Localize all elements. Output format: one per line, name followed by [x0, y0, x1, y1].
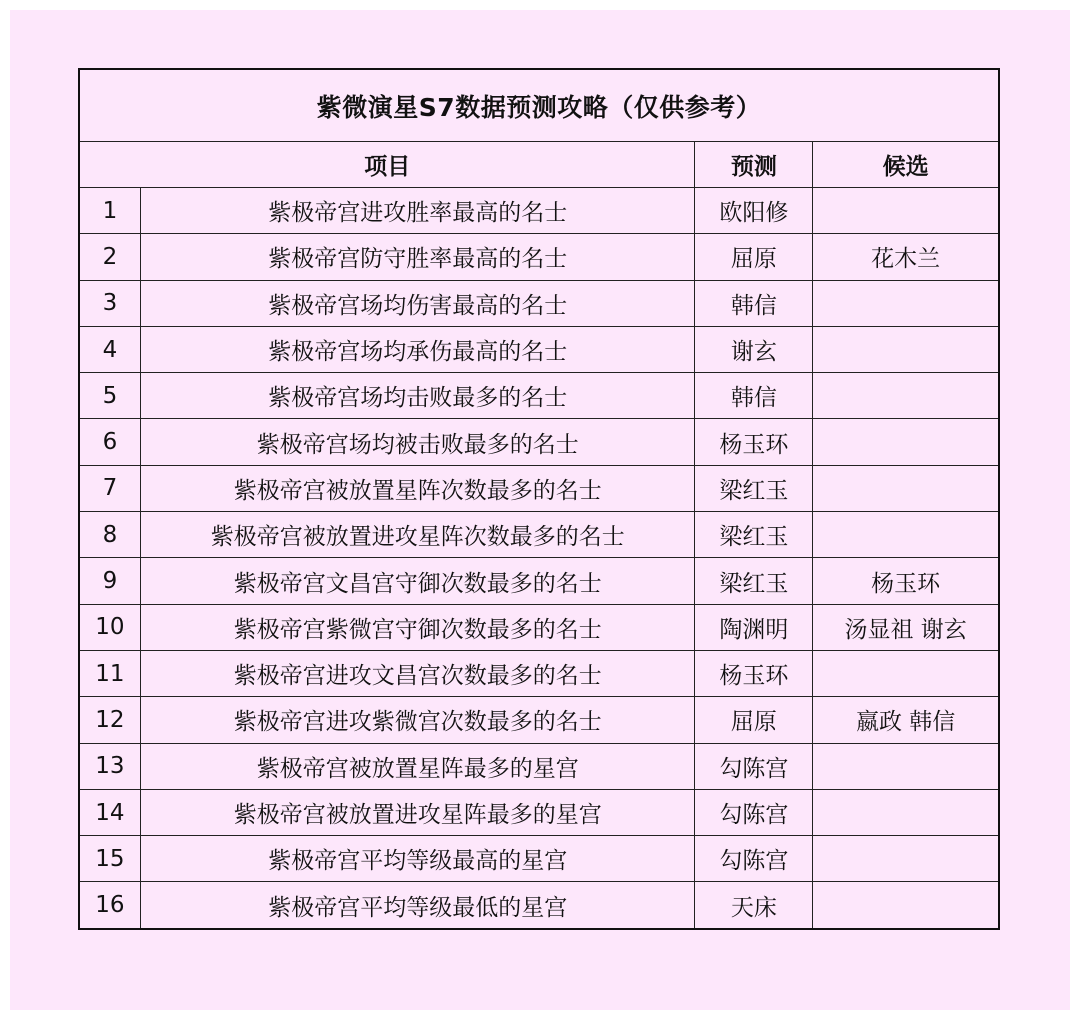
- row-item: 紫极帝宫进攻胜率最高的名士: [140, 188, 695, 234]
- row-candidate: [813, 512, 999, 558]
- table-row: [79, 882, 999, 929]
- row-item: 紫极帝宫被放置进攻星阵次数最多的名士: [140, 512, 695, 558]
- table-row: [79, 604, 999, 650]
- row-prediction: 谢玄: [695, 326, 813, 372]
- row-number: 12: [79, 697, 140, 743]
- row-candidate: 汤显祖 谢玄: [813, 604, 999, 650]
- row-number: 13: [79, 743, 140, 789]
- header-prediction: 预测: [695, 142, 813, 188]
- table-row: [79, 836, 999, 882]
- row-item: 紫极帝宫平均等级最低的星宫: [140, 882, 695, 929]
- row-item: 紫极帝宫紫微宫守御次数最多的名士: [140, 604, 695, 650]
- row-number: 7: [79, 465, 140, 511]
- row-candidate: [813, 188, 999, 234]
- row-number: 6: [79, 419, 140, 465]
- row-prediction: 屈原: [695, 697, 813, 743]
- header-candidate: 候选: [813, 142, 999, 188]
- row-candidate: [813, 326, 999, 372]
- row-item: 紫极帝宫场均伤害最高的名士: [140, 280, 695, 326]
- row-candidate: [813, 882, 999, 929]
- table-row: [79, 743, 999, 789]
- row-prediction: 勾陈宫: [695, 836, 813, 882]
- table-row: [79, 558, 999, 604]
- row-candidate: [813, 789, 999, 835]
- row-item: 紫极帝宫场均被击败最多的名士: [140, 419, 695, 465]
- row-prediction: 梁红玉: [695, 558, 813, 604]
- row-item: 紫极帝宫平均等级最高的星宫: [140, 836, 695, 882]
- row-prediction: 梁红玉: [695, 512, 813, 558]
- row-prediction: 韩信: [695, 280, 813, 326]
- row-number: 8: [79, 512, 140, 558]
- prediction-table-container: [78, 68, 1000, 930]
- row-number: 11: [79, 650, 140, 696]
- table-row: [79, 512, 999, 558]
- row-prediction: 杨玉环: [695, 650, 813, 696]
- row-item: 紫极帝宫场均承伤最高的名士: [140, 326, 695, 372]
- row-number: 10: [79, 604, 140, 650]
- table-row: [79, 465, 999, 511]
- table-row: [79, 188, 999, 234]
- row-number: 14: [79, 789, 140, 835]
- row-item: 紫极帝宫被放置进攻星阵最多的星宫: [140, 789, 695, 835]
- table-row: [79, 650, 999, 696]
- row-prediction: 梁红玉: [695, 465, 813, 511]
- table-row: [79, 697, 999, 743]
- row-number: 2: [79, 234, 140, 280]
- row-item: 紫极帝宫防守胜率最高的名士: [140, 234, 695, 280]
- row-candidate: [813, 650, 999, 696]
- row-number: 9: [79, 558, 140, 604]
- table-row: [79, 373, 999, 419]
- row-prediction: 杨玉环: [695, 419, 813, 465]
- prediction-table: [78, 68, 1000, 930]
- table-row: [79, 419, 999, 465]
- row-prediction: 勾陈宫: [695, 743, 813, 789]
- table-row: [79, 326, 999, 372]
- row-prediction: 陶渊明: [695, 604, 813, 650]
- table-row: [79, 234, 999, 280]
- row-candidate: [813, 743, 999, 789]
- row-number: 15: [79, 836, 140, 882]
- row-number: 3: [79, 280, 140, 326]
- table-body: [79, 188, 999, 929]
- row-candidate: [813, 280, 999, 326]
- row-item: 紫极帝宫文昌宫守御次数最多的名士: [140, 558, 695, 604]
- row-item: 紫极帝宫进攻文昌宫次数最多的名士: [140, 650, 695, 696]
- row-number: 16: [79, 882, 140, 929]
- row-prediction: 韩信: [695, 373, 813, 419]
- row-number: 4: [79, 326, 140, 372]
- row-prediction: 欧阳修: [695, 188, 813, 234]
- row-candidate: 嬴政 韩信: [813, 697, 999, 743]
- row-candidate: 杨玉环: [813, 558, 999, 604]
- row-candidate: [813, 419, 999, 465]
- table-row: [79, 280, 999, 326]
- row-candidate: [813, 465, 999, 511]
- row-candidate: [813, 373, 999, 419]
- row-item: 紫极帝宫场均击败最多的名士: [140, 373, 695, 419]
- row-prediction: 天床: [695, 882, 813, 929]
- row-candidate: 花木兰: [813, 234, 999, 280]
- table-row: [79, 789, 999, 835]
- row-prediction: 屈原: [695, 234, 813, 280]
- header-item: 项目: [79, 142, 695, 188]
- row-item: 紫极帝宫被放置星阵次数最多的名士: [140, 465, 695, 511]
- table-title: 紫微演星S7数据预测攻略（仅供参考）: [79, 69, 999, 142]
- row-item: 紫极帝宫进攻紫微宫次数最多的名士: [140, 697, 695, 743]
- row-prediction: 勾陈宫: [695, 789, 813, 835]
- row-number: 5: [79, 373, 140, 419]
- row-item: 紫极帝宫被放置星阵最多的星宫: [140, 743, 695, 789]
- row-number: 1: [79, 188, 140, 234]
- row-candidate: [813, 836, 999, 882]
